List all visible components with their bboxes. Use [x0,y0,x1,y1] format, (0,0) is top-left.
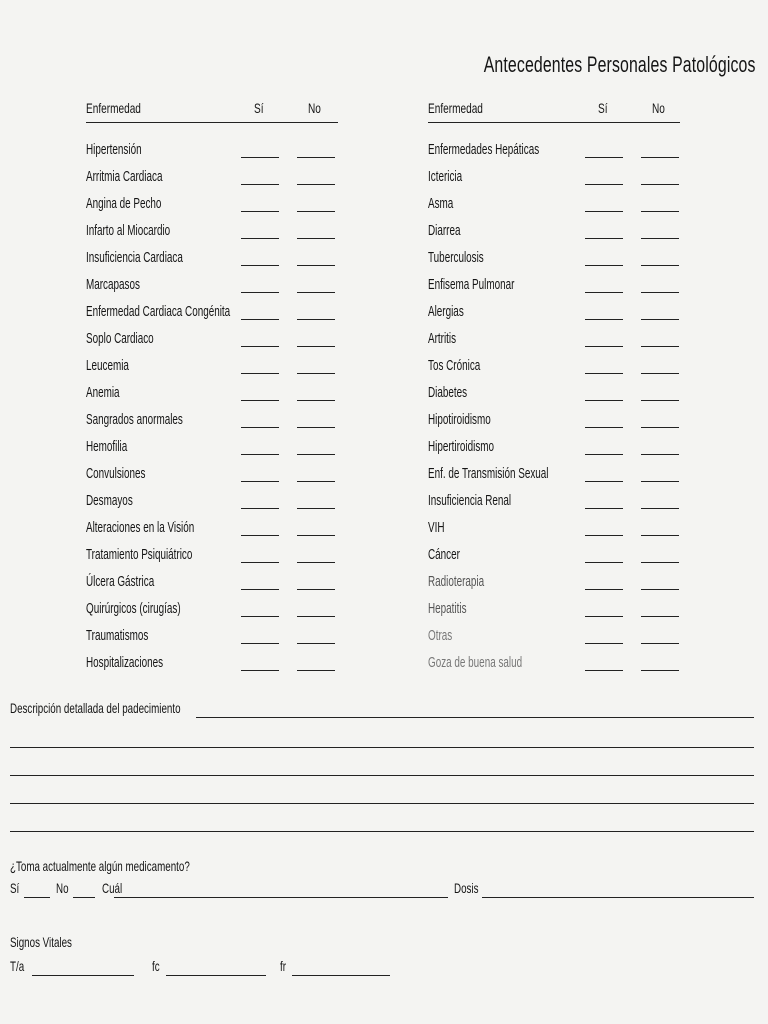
si-blank[interactable] [585,616,623,617]
disease-row [428,380,680,407]
disease-label: Sangrados anormales [86,411,183,428]
no-blank[interactable] [641,319,679,320]
disease-label: Cáncer [428,546,460,563]
page-title: Antecedentes Personales Patológicos [484,52,756,77]
si-blank[interactable] [241,589,279,590]
no-blank[interactable] [297,427,335,428]
no-blank[interactable] [641,265,679,266]
disease-row [86,569,338,596]
disease-list-left [86,137,338,677]
no-blank[interactable] [297,670,335,671]
medication-no-blank[interactable] [73,897,95,898]
no-blank[interactable] [641,211,679,212]
si-blank[interactable] [585,292,623,293]
no-blank[interactable] [297,535,335,536]
disease-label: Otras [428,627,453,644]
no-blank[interactable] [641,346,679,347]
description-line[interactable] [10,748,754,776]
si-blank[interactable] [585,454,623,455]
si-blank[interactable] [585,589,623,590]
si-blank[interactable] [585,427,623,428]
disease-row [428,191,680,218]
description-line[interactable] [10,720,754,748]
disease-label: Anemia [86,384,120,401]
no-blank[interactable] [641,373,679,374]
column-header [428,100,680,123]
no-blank[interactable] [641,508,679,509]
no-blank[interactable] [297,265,335,266]
disease-label: Desmayos [86,492,133,509]
disease-label: Alteraciones en la Visión [86,519,195,536]
no-blank[interactable] [641,589,679,590]
disease-label: Enf. de Transmisión Sexual [428,465,549,482]
si-blank[interactable] [585,535,623,536]
no-blank[interactable] [297,562,335,563]
no-blank[interactable] [641,616,679,617]
si-blank[interactable] [585,238,623,239]
vitals-section [10,934,410,982]
no-blank[interactable] [297,616,335,617]
disease-row [428,353,680,380]
disease-row [428,245,680,272]
vitals-fr-field[interactable] [292,975,390,976]
disease-row [86,272,338,299]
disease-list-right [428,137,680,677]
disease-label: Insuficiencia Renal [428,492,512,509]
description-first-line [10,700,754,720]
disease-label: Tratamiento Psiquiátrico [86,546,193,563]
no-blank[interactable] [297,319,335,320]
no-blank[interactable] [641,643,679,644]
vitals-ta-label: T/a [10,958,25,974]
si-blank[interactable] [585,211,623,212]
vitals-row [10,956,410,982]
disease-label: Enfermedad Cardiaca Congénita [86,303,231,320]
disease-label: Soplo Cardiaco [86,330,154,347]
disease-label: Arritmia Cardiaca [86,168,163,185]
si-blank[interactable] [241,400,279,401]
si-blank[interactable] [585,157,623,158]
si-blank[interactable] [241,373,279,374]
disease-label: Hipertensión [86,141,142,158]
disease-label: Hipotiroidismo [428,411,491,428]
si-blank[interactable] [241,670,279,671]
no-blank[interactable] [297,211,335,212]
disease-row [86,245,338,272]
no-blank[interactable] [641,562,679,563]
disease-label: Hepatitis [428,600,467,617]
no-blank[interactable] [297,481,335,482]
disease-label: VIH [428,519,445,536]
disease-row [428,488,680,515]
disease-row [86,218,338,245]
column-header [86,100,338,123]
disease-label: Diabetes [428,384,468,401]
no-blank[interactable] [297,373,335,374]
disease-label: Goza de buena salud [428,654,523,671]
no-blank[interactable] [297,643,335,644]
si-blank[interactable] [241,157,279,158]
medication-si-label: Sí [10,880,20,896]
disease-label: Traumatismos [86,627,149,644]
no-blank[interactable] [297,238,335,239]
si-blank[interactable] [241,616,279,617]
disease-row [428,164,680,191]
disease-label: Infarto al Miocardio [86,222,171,239]
disease-label: Alergias [428,303,464,320]
si-blank[interactable] [241,319,279,320]
disease-row [86,191,338,218]
si-blank[interactable] [241,535,279,536]
no-blank[interactable] [641,427,679,428]
medication-question: ¿Toma actualmente algún medicamento? [10,858,190,874]
disease-column-left [86,100,338,677]
disease-row [86,461,338,488]
disease-row [86,596,338,623]
disease-row [428,542,680,569]
disease-row [428,623,680,650]
vitals-fc-label: fc [152,958,160,974]
disease-row [428,326,680,353]
si-blank[interactable] [585,670,623,671]
disease-row [428,650,680,677]
disease-label: Diarrea [428,222,461,239]
disease-column-right [428,100,680,677]
header-disease: Enfermedad [428,100,483,116]
disease-row [86,623,338,650]
description-section [10,700,754,832]
header-si: Sí [254,100,264,116]
description-line[interactable] [10,776,754,804]
disease-row [428,569,680,596]
no-blank[interactable] [297,292,335,293]
disease-label: Ictericia [428,168,463,185]
disease-row [428,137,680,164]
si-blank[interactable] [585,319,623,320]
no-blank[interactable] [297,400,335,401]
medication-dose-label: Dosis [454,880,479,896]
si-blank[interactable] [585,508,623,509]
disease-row [428,461,680,488]
header-disease: Enfermedad [86,100,141,116]
disease-row [86,137,338,164]
disease-row [86,488,338,515]
disease-label: Hipertiroidismo [428,438,495,455]
si-blank[interactable] [585,400,623,401]
no-blank[interactable] [641,157,679,158]
no-blank[interactable] [641,481,679,482]
disease-row [428,596,680,623]
no-blank[interactable] [641,292,679,293]
disease-row [428,434,680,461]
disease-label: Angina de Pecho [86,195,162,212]
disease-row [86,650,338,677]
medication-which-label: Cuál [102,880,123,896]
disease-label: Convulsiones [86,465,146,482]
header-si: Sí [598,100,608,116]
disease-row [86,353,338,380]
si-blank[interactable] [585,373,623,374]
si-blank[interactable] [241,238,279,239]
description-field[interactable] [196,717,754,718]
medication-row [10,878,754,904]
disease-label: Asma [428,195,454,212]
si-blank[interactable] [241,292,279,293]
disease-label: Artritis [428,330,457,347]
si-blank[interactable] [241,562,279,563]
no-blank[interactable] [641,670,679,671]
disease-row [428,218,680,245]
disease-row [86,299,338,326]
disease-row [86,326,338,353]
description-label: Descripción detallada del padecimiento [10,700,181,716]
si-blank[interactable] [585,184,623,185]
medication-si-blank[interactable] [24,897,50,898]
medication-no-label: No [56,880,69,896]
vitals-title: Signos Vitales [10,934,72,950]
si-blank[interactable] [241,454,279,455]
disease-row [428,407,680,434]
disease-row [86,407,338,434]
disease-row [428,299,680,326]
vitals-fc-field[interactable] [166,975,266,976]
si-blank[interactable] [241,211,279,212]
no-blank[interactable] [297,454,335,455]
si-blank[interactable] [241,265,279,266]
disease-row [86,380,338,407]
disease-label: Radioterapia [428,573,485,590]
no-blank[interactable] [297,589,335,590]
header-no: No [308,100,321,116]
medication-dose-field[interactable] [482,897,754,898]
disease-row [86,515,338,542]
si-blank[interactable] [585,481,623,482]
no-blank[interactable] [641,238,679,239]
no-blank[interactable] [297,508,335,509]
disease-label: Hemofilia [86,438,128,455]
disease-row [428,515,680,542]
disease-label: Hospitalizaciones [86,654,164,671]
disease-label: Enfisema Pulmonar [428,276,515,293]
si-blank[interactable] [585,643,623,644]
disease-label: Insuficiencia Cardiaca [86,249,183,266]
medication-section [10,858,754,904]
disease-label: Tos Crónica [428,357,481,374]
medication-which-field[interactable] [114,897,448,898]
si-blank[interactable] [585,265,623,266]
si-blank[interactable] [241,643,279,644]
description-line[interactable] [10,804,754,832]
disease-row [86,434,338,461]
no-blank[interactable] [641,535,679,536]
disease-label: Quirúrgicos (cirugías) [86,600,181,617]
disease-label: Úlcera Gástrica [86,573,155,590]
disease-row [86,542,338,569]
vitals-fr-label: fr [280,958,286,974]
disease-label: Enfermedades Hepáticas [428,141,540,158]
si-blank[interactable] [585,346,623,347]
disease-row [428,272,680,299]
disease-label: Marcapasos [86,276,140,293]
disease-label: Leucemia [86,357,129,374]
si-blank[interactable] [585,562,623,563]
vitals-ta-field[interactable] [32,975,134,976]
no-blank[interactable] [641,184,679,185]
disease-label: Tuberculosis [428,249,484,266]
no-blank[interactable] [297,157,335,158]
si-blank[interactable] [241,346,279,347]
si-blank[interactable] [241,481,279,482]
no-blank[interactable] [641,454,679,455]
si-blank[interactable] [241,184,279,185]
no-blank[interactable] [297,184,335,185]
si-blank[interactable] [241,427,279,428]
disease-row [86,164,338,191]
si-blank[interactable] [241,508,279,509]
no-blank[interactable] [641,400,679,401]
header-no: No [652,100,665,116]
no-blank[interactable] [297,346,335,347]
